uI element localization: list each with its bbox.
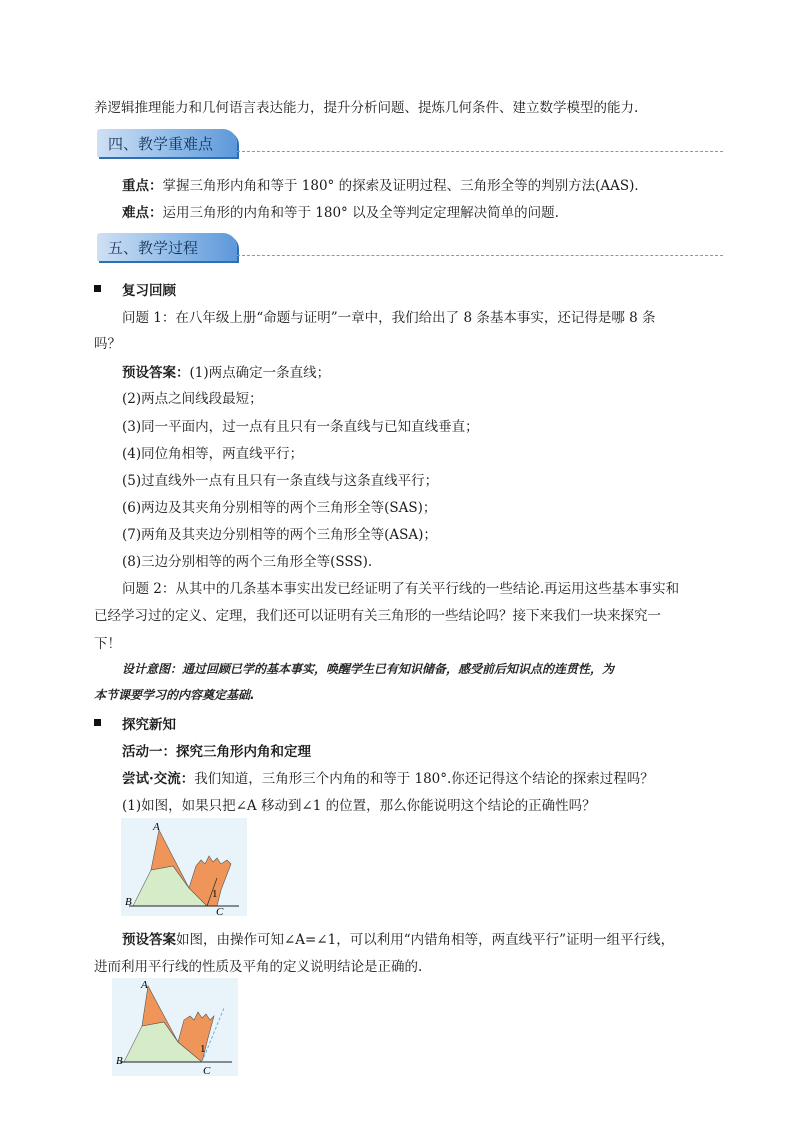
activity-1-title: 活动一：探究三角形内角和定理 [122,744,311,760]
preset-answer-1 [122,361,330,381]
fact-4: (4)同位角相等，两直线平行； [122,446,304,462]
question-1-line-2: 吗？ [94,336,121,352]
question-2-line-1: 问题 2：从其中的几条基本事实出发已经证明了有关平行线的一些结论.再运用这些基本事实和 [122,581,680,597]
explore-bullet [94,719,101,726]
figure-1-label-c: C [216,906,224,916]
intro-line: 养逻辑推理能力和几何语言表达能力，提升分析问题、提炼几何条件、建立数学模型的能力. [94,100,639,116]
review-heading: 复习回顾 [122,283,176,299]
fact-2: (2)两点之间线段最短； [122,391,263,407]
design-intent-line-1: 设计意图：通过回顾已学的基本事实，唤醒学生已有知识储备，感受前后知识点的连贯性，为 [122,662,615,676]
key-point [122,174,648,194]
explore-heading: 探究新知 [122,717,176,733]
key-point-label: 重点： [122,178,163,194]
section-4-divider [237,151,723,152]
triangle-figure-2 [112,978,238,1076]
question-1-line-1: 问题 1：在八年级上册“命题与证明”一章中，我们给出了 8 条基本事实，还记得是哪 8 条 [122,310,656,326]
key-point-text: 掌握三角形内角和等于 180° 的探索及证明过程、三角形全等的判别方法(AAS)． [162,178,648,194]
try-exchange [122,767,654,787]
figure-2-label-1: 1 [200,1043,206,1055]
figure-2-label-b: B [116,1055,123,1067]
review-bullet [94,285,101,292]
question-2-line-2: 已经学习过的定义、定理，我们还可以证明有关三角形的一些结论吗？接下来我们一块来探究一 [94,608,661,624]
fact-3: (3)同一平面内，过一点有且只有一条直线与已知直线垂直； [122,419,479,435]
figure-2-label-c: C [203,1065,211,1076]
fact-5: (5)过直线外一点有且只有一条直线与这条直线平行； [122,473,439,489]
figure-1-label-b: B [125,896,132,908]
preset-answer-2-text: 如图，由操作可知∠A=∠1，可以利用“内错角相等，两直线平行”证明一组平行线， [176,932,675,948]
figure-1-question: (1)如图，如果只把∠A 移动到∠1 的位置，那么你能说明这个结论的正确性吗？ [122,798,596,814]
figure-2-label-a: A [141,979,148,991]
design-intent-line-2: 本节课要学习的内容奠定基础. [94,688,255,702]
figure-1-label-1: 1 [212,888,218,900]
preset-answer-2-label: 预设答案 [122,932,176,948]
section-5-divider [237,255,723,256]
difficult-point-label: 难点： [122,205,163,221]
fact-6: (6)两边及其夹角分别相等的两个三角形全等(SAS)； [122,500,437,516]
fact-7: (7)两角及其夹边分别相等的两个三角形全等(ASA)； [122,527,437,543]
preset-answer-2-line-1 [122,928,674,948]
section-4-title: 四、教学重难点 [108,135,214,153]
try-exchange-text: 我们知道，三角形三个内角的和等于 180°.你还记得这个结论的探索过程吗？ [194,771,654,787]
fact-1: (1)两点确定一条直线； [189,365,331,381]
figure-1-label-a: A [153,821,160,833]
question-2-line-3: 下！ [94,636,121,652]
fact-8: (8)三边分别相等的两个三角形全等(SSS). [122,554,373,570]
section-5-title: 五、教学过程 [108,239,199,257]
try-exchange-label: 尝试·交流： [122,771,195,787]
triangle-figure-1 [121,818,247,916]
preset-answer-label: 预设答案： [122,365,190,381]
preset-answer-2-line-2: 进而利用平行线的性质及平角的定义说明结论是正确的. [94,959,423,975]
difficult-point-text: 运用三角形的内角和等于 180° 以及全等判定定理解决简单的问题. [162,205,559,221]
difficult-point [122,201,559,221]
